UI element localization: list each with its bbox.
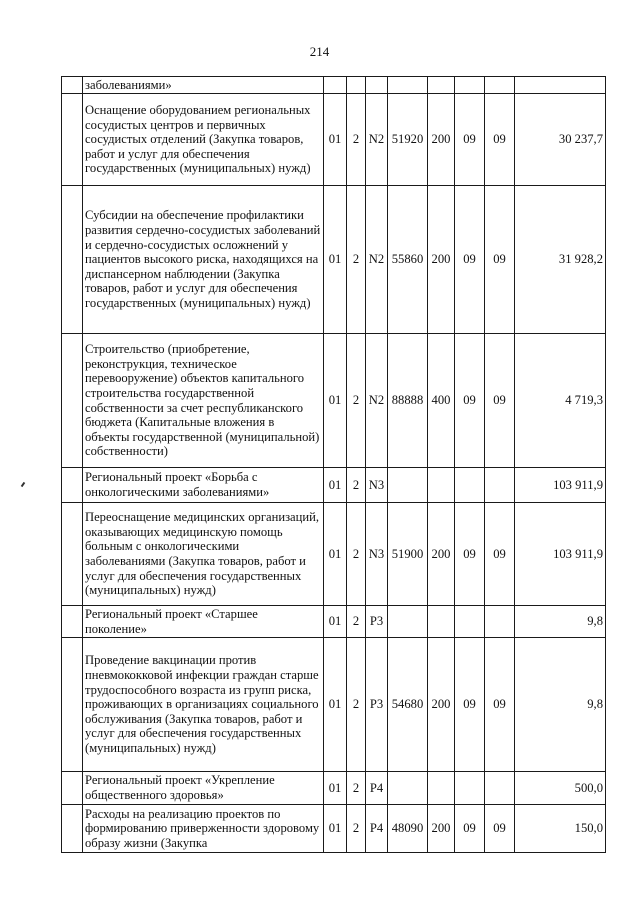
table-row bbox=[62, 772, 606, 805]
code-cell: 2 bbox=[347, 334, 366, 468]
code-cell: 88888 bbox=[388, 334, 428, 468]
code-cell: 09 bbox=[455, 805, 485, 853]
table-row bbox=[62, 805, 606, 853]
row-description: Проведение вакцинации против пневмококковой инфекции граждан старше трудоспособного возраста из групп риска, проживающих в организациях социального обслуживания (Закупка товаров, работ и услуг для обеспечения государственных (муниципальных) нужд) bbox=[83, 638, 324, 772]
amount-cell: 31 928,2 bbox=[515, 186, 606, 334]
table-row bbox=[62, 468, 606, 503]
table-row bbox=[62, 503, 606, 606]
code-cell: 200 bbox=[428, 805, 455, 853]
row-number-cell bbox=[62, 606, 83, 638]
row-description: Строительство (приобретение, реконструкция, техническое перевооружение) объектов капитального строительства государственной собственности за счет республиканского бюджета (Капитальные вложения в объекты государственной (муниципальной) собственности) bbox=[83, 334, 324, 468]
code-cell: 51920 bbox=[388, 94, 428, 186]
code-cell: N3 bbox=[366, 468, 388, 503]
amount-cell: 500,0 bbox=[515, 772, 606, 805]
code-cell bbox=[455, 772, 485, 805]
code-cell: P4 bbox=[366, 772, 388, 805]
code-cell bbox=[347, 77, 366, 94]
row-number-cell bbox=[62, 805, 83, 853]
code-cell bbox=[455, 77, 485, 94]
code-cell bbox=[485, 772, 515, 805]
code-cell: 01 bbox=[324, 503, 347, 606]
row-description: заболеваниями» bbox=[83, 77, 324, 94]
code-cell: 09 bbox=[485, 805, 515, 853]
page-number: 214 bbox=[309, 44, 330, 59]
code-cell: 2 bbox=[347, 503, 366, 606]
code-cell: 2 bbox=[347, 772, 366, 805]
code-cell: N3 bbox=[366, 503, 388, 606]
code-cell: 200 bbox=[428, 503, 455, 606]
code-cell bbox=[366, 77, 388, 94]
row-number-cell bbox=[62, 186, 83, 334]
code-cell bbox=[428, 606, 455, 638]
code-cell: 09 bbox=[455, 94, 485, 186]
code-cell: 51900 bbox=[388, 503, 428, 606]
amount-cell: 30 237,7 bbox=[515, 94, 606, 186]
code-cell: 2 bbox=[347, 638, 366, 772]
code-cell: 09 bbox=[485, 503, 515, 606]
code-cell: 200 bbox=[428, 638, 455, 772]
table-row bbox=[62, 606, 606, 638]
amount-cell: 9,8 bbox=[515, 606, 606, 638]
amount-cell: 9,8 bbox=[515, 638, 606, 772]
table-row bbox=[62, 186, 606, 334]
row-number-cell bbox=[62, 468, 83, 503]
row-description: Переоснащение медицинских организаций, оказывающих медицинскую помощь больным с онкологическими заболеваниями (Закупка товаров, работ и услуг для обеспечения государственных (муниципальных) нужд) bbox=[83, 503, 324, 606]
budget-table bbox=[61, 76, 606, 853]
code-cell: P3 bbox=[366, 606, 388, 638]
code-cell bbox=[388, 468, 428, 503]
code-cell: 01 bbox=[324, 772, 347, 805]
code-cell: P3 bbox=[366, 638, 388, 772]
row-number-cell bbox=[62, 638, 83, 772]
table-row bbox=[62, 638, 606, 772]
row-number-cell bbox=[62, 94, 83, 186]
code-cell: N2 bbox=[366, 334, 388, 468]
code-cell bbox=[388, 606, 428, 638]
row-description: Региональный проект «Старшее поколение» bbox=[83, 606, 324, 638]
code-cell: 01 bbox=[324, 334, 347, 468]
row-number-cell bbox=[62, 334, 83, 468]
code-cell bbox=[485, 606, 515, 638]
code-cell: 09 bbox=[485, 334, 515, 468]
code-cell: 09 bbox=[455, 186, 485, 334]
amount-cell: 4 719,3 bbox=[515, 334, 606, 468]
budget-table-body bbox=[62, 77, 606, 853]
code-cell: 400 bbox=[428, 334, 455, 468]
scan-speck bbox=[21, 482, 26, 487]
row-number-cell bbox=[62, 772, 83, 805]
code-cell: 09 bbox=[485, 94, 515, 186]
code-cell: 01 bbox=[324, 468, 347, 503]
table-row bbox=[62, 77, 606, 94]
code-cell bbox=[324, 77, 347, 94]
code-cell: P4 bbox=[366, 805, 388, 853]
amount-cell: 150,0 bbox=[515, 805, 606, 853]
amount-cell bbox=[515, 77, 606, 94]
code-cell: 2 bbox=[347, 805, 366, 853]
code-cell: 01 bbox=[324, 94, 347, 186]
code-cell bbox=[455, 468, 485, 503]
row-description: Субсидии на обеспечение профилактики развития сердечно-сосудистых заболеваний и сердечно-сосудистых осложнений у пациентов высокого риска, находящихся на диспансерном наблюдении (Закупка товаров, работ и услуг для обеспечения государственных (муниципальных) нужд) bbox=[83, 186, 324, 334]
code-cell: 01 bbox=[324, 186, 347, 334]
code-cell: N2 bbox=[366, 186, 388, 334]
code-cell: 09 bbox=[485, 638, 515, 772]
code-cell: 01 bbox=[324, 805, 347, 853]
code-cell: 09 bbox=[485, 186, 515, 334]
code-cell: N2 bbox=[366, 94, 388, 186]
code-cell bbox=[428, 468, 455, 503]
code-cell: 09 bbox=[455, 638, 485, 772]
code-cell: 2 bbox=[347, 606, 366, 638]
amount-cell: 103 911,9 bbox=[515, 468, 606, 503]
code-cell: 2 bbox=[347, 468, 366, 503]
code-cell: 48090 bbox=[388, 805, 428, 853]
code-cell: 2 bbox=[347, 94, 366, 186]
code-cell bbox=[428, 77, 455, 94]
code-cell: 01 bbox=[324, 606, 347, 638]
code-cell: 09 bbox=[455, 334, 485, 468]
code-cell bbox=[388, 772, 428, 805]
row-number-cell bbox=[62, 77, 83, 94]
code-cell bbox=[485, 468, 515, 503]
table-row bbox=[62, 334, 606, 468]
row-description: Оснащение оборудованием региональных сосудистых центров и первичных сосудистых отделений (Закупка товаров, работ и услуг для обеспечения государственных (муниципальных) нужд) bbox=[83, 94, 324, 186]
code-cell bbox=[388, 77, 428, 94]
table-row bbox=[62, 94, 606, 186]
code-cell: 2 bbox=[347, 186, 366, 334]
amount-cell: 103 911,9 bbox=[515, 503, 606, 606]
code-cell: 55860 bbox=[388, 186, 428, 334]
code-cell bbox=[428, 772, 455, 805]
code-cell: 09 bbox=[455, 503, 485, 606]
code-cell bbox=[455, 606, 485, 638]
row-description: Региональный проект «Укрепление общественного здоровья» bbox=[83, 772, 324, 805]
row-description: Расходы на реализацию проектов по формированию приверженности здоровому образу жизни (Закупка bbox=[83, 805, 324, 853]
row-number-cell bbox=[62, 503, 83, 606]
code-cell bbox=[485, 77, 515, 94]
code-cell: 200 bbox=[428, 94, 455, 186]
code-cell: 54680 bbox=[388, 638, 428, 772]
code-cell: 200 bbox=[428, 186, 455, 334]
code-cell: 01 bbox=[324, 638, 347, 772]
row-description: Региональный проект «Борьба с онкологическими заболеваниями» bbox=[83, 468, 324, 503]
